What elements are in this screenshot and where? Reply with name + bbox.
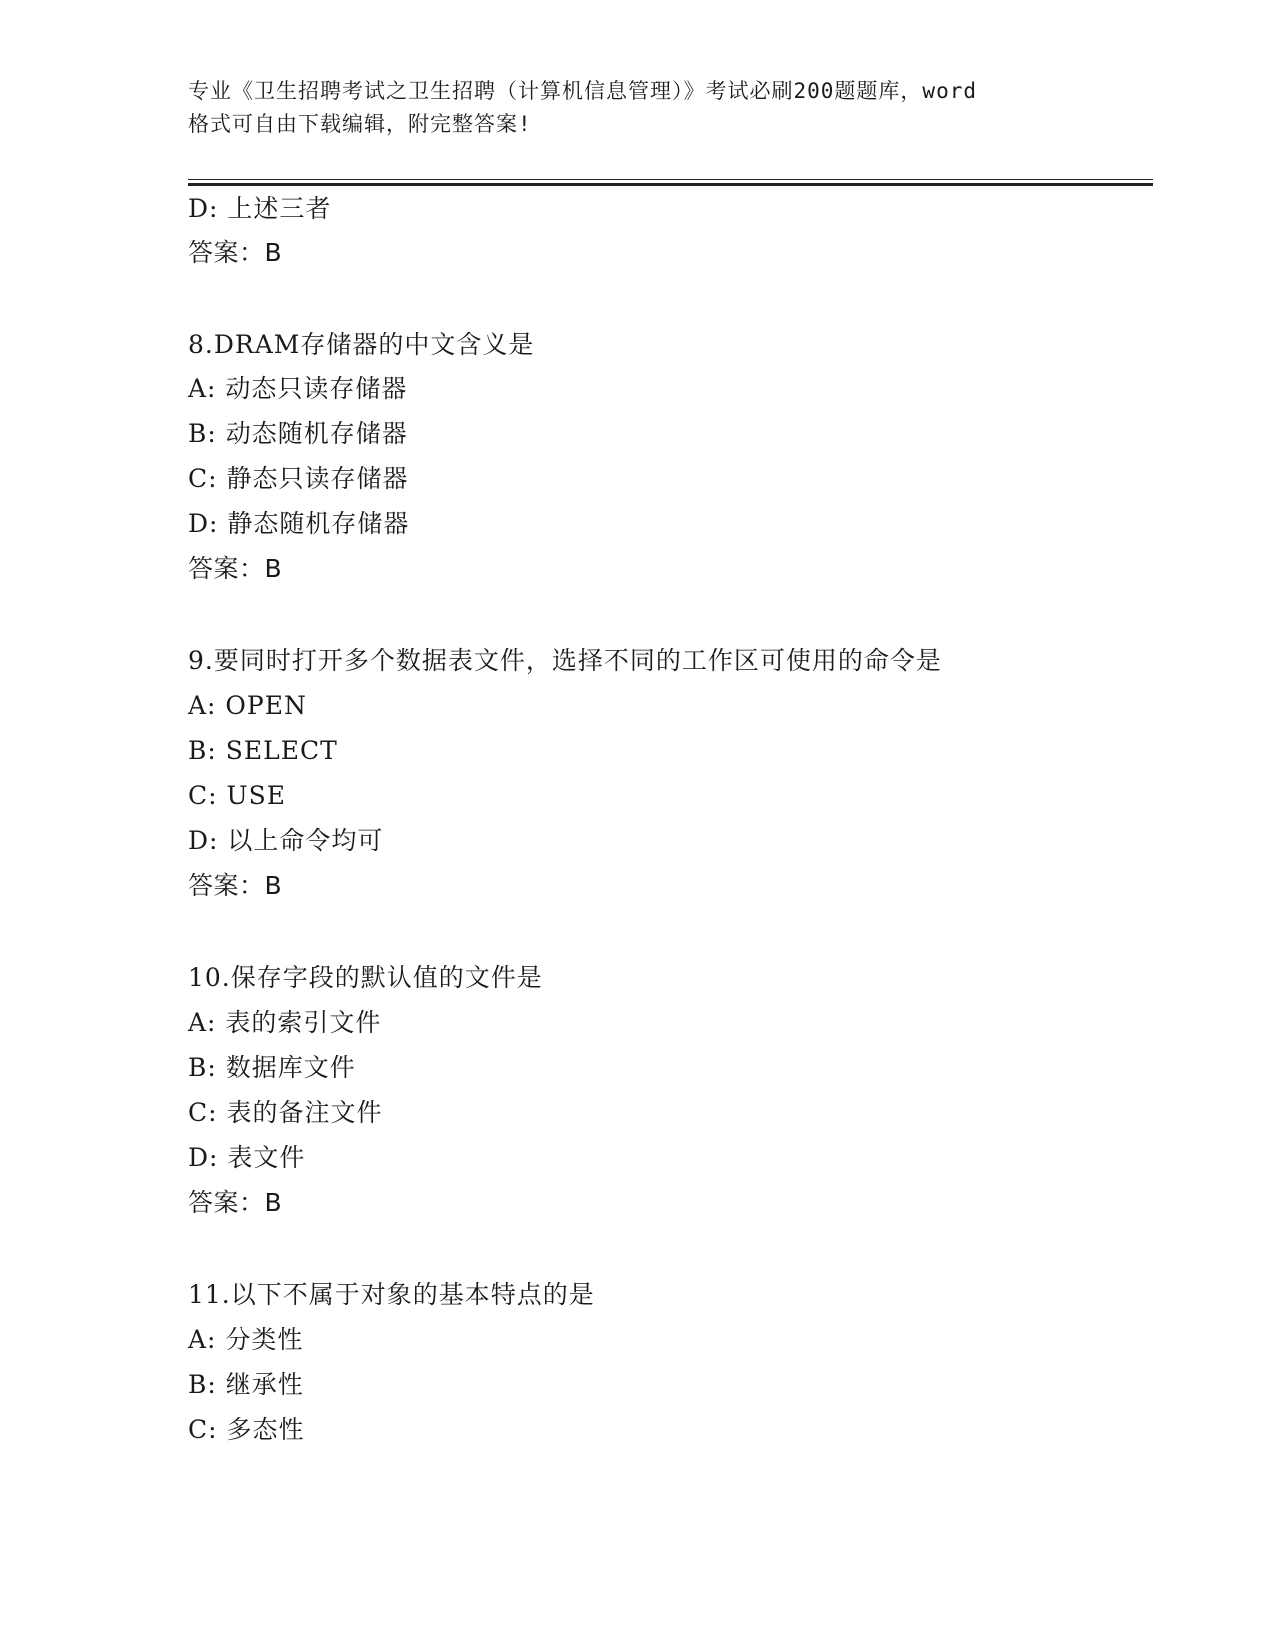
q10-stem: 10.保存字段的默认值的文件是: [188, 963, 543, 992]
header-line-1: 专业《卫生招聘考试之卫生招聘（计算机信息管理）》考试必刷200题题库，word: [188, 79, 977, 103]
q11-option-a: A: 分类性: [188, 1325, 304, 1354]
header-divider-thick: [188, 183, 1153, 186]
q10-option-b: B: 数据库文件: [188, 1053, 356, 1082]
q8-answer: 答案：B: [188, 554, 283, 583]
header-line-2: 格式可自由下载编辑，附完整答案!: [188, 112, 532, 136]
q9-option-d: D: 以上命令均可: [188, 826, 384, 855]
q7-answer: 答案：B: [188, 238, 283, 267]
q9-answer: 答案：B: [188, 871, 283, 900]
header-divider-thin: [188, 179, 1153, 180]
q9-stem: 9.要同时打开多个数据表文件，选择不同的工作区可使用的命令是: [188, 646, 942, 675]
q10-option-c: C: 表的备注文件: [188, 1098, 383, 1127]
q8-option-b: B: 动态随机存储器: [188, 419, 408, 448]
q11-stem: 11.以下不属于对象的基本特点的是: [188, 1280, 595, 1309]
q11-option-c: C: 多态性: [188, 1415, 305, 1444]
q8-option-c: C: 静态只读存储器: [188, 464, 409, 493]
q8-option-a: A: 动态只读存储器: [188, 374, 408, 403]
q11-option-b: B: 继承性: [188, 1370, 304, 1399]
q9-option-b: B: SELECT: [188, 736, 338, 765]
q8-stem: 8.DRAM存储器的中文含义是: [188, 330, 535, 359]
q10-option-a: A: 表的索引文件: [188, 1008, 382, 1037]
q7-option-d: D: 上述三者: [188, 194, 332, 223]
document-header: [188, 75, 1088, 141]
q10-answer: 答案：B: [188, 1188, 283, 1217]
q10-option-d: D: 表文件: [188, 1143, 306, 1172]
q9-option-c: C: USE: [188, 781, 286, 810]
q9-option-a: A: OPEN: [188, 691, 307, 720]
q8-option-d: D: 静态随机存储器: [188, 509, 410, 538]
